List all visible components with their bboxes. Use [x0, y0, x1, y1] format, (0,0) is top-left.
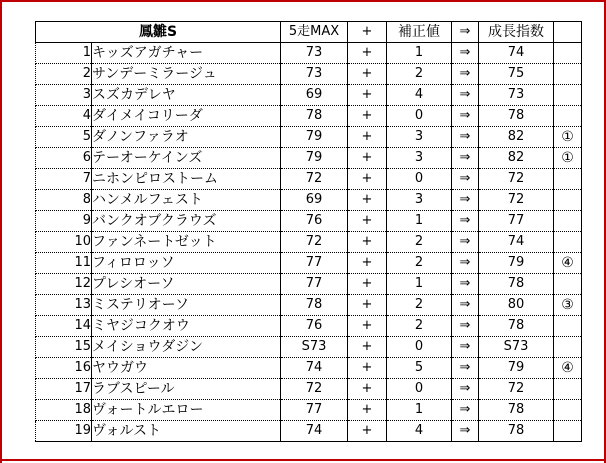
max-value-cell[interactable]: 79: [281, 127, 348, 148]
growth-index-cell[interactable]: 79: [479, 253, 554, 274]
plus-sign-cell[interactable]: +: [348, 379, 387, 400]
arrow-cell[interactable]: ⇒: [452, 127, 479, 148]
table-row: [36, 253, 582, 274]
growth-index-cell[interactable]: 79: [479, 358, 554, 379]
table-row: [36, 316, 582, 337]
table-row: [36, 43, 582, 64]
row-number-cell[interactable]: 16: [36, 358, 92, 379]
plus-sign-cell[interactable]: +: [348, 337, 387, 358]
correction-value-cell[interactable]: 3: [387, 190, 452, 211]
plus-sign-cell[interactable]: +: [348, 169, 387, 190]
table-body: [36, 43, 582, 442]
rank-mark-cell[interactable]: [554, 211, 582, 232]
correction-value-cell[interactable]: 0: [387, 337, 452, 358]
correction-value-cell[interactable]: 1: [387, 274, 452, 295]
correction-value-cell[interactable]: 2: [387, 64, 452, 85]
max-value-cell[interactable]: 76: [281, 211, 348, 232]
growth-index-cell[interactable]: 78: [479, 274, 554, 295]
row-number-cell[interactable]: 17: [36, 379, 92, 400]
max-value-cell[interactable]: S73: [281, 337, 348, 358]
window-border-top: [0, 0, 606, 2]
rank-mark-cell[interactable]: [554, 232, 582, 253]
max-value-cell[interactable]: 79: [281, 148, 348, 169]
correction-value-cell[interactable]: 3: [387, 127, 452, 148]
row-number-cell[interactable]: 10: [36, 232, 92, 253]
arrow-cell[interactable]: ⇒: [452, 274, 479, 295]
plus-sign-cell[interactable]: +: [348, 316, 387, 337]
max-value-cell[interactable]: 77: [281, 400, 348, 421]
horse-name-cell[interactable]: キッズアガチャー: [92, 43, 281, 64]
horse-name-cell[interactable]: ダイメイコリーダ: [92, 106, 281, 127]
plus-sign-cell[interactable]: +: [348, 400, 387, 421]
correction-value-cell[interactable]: 2: [387, 232, 452, 253]
plus-sign-cell[interactable]: +: [348, 106, 387, 127]
plus-sign-cell[interactable]: +: [348, 253, 387, 274]
rank-mark-cell[interactable]: [554, 274, 582, 295]
table-row: [36, 379, 582, 400]
max-value-cell[interactable]: 78: [281, 295, 348, 316]
plus-sign-cell[interactable]: +: [348, 421, 387, 442]
max-value-cell[interactable]: 69: [281, 190, 348, 211]
rank-mark-cell[interactable]: [554, 85, 582, 106]
growth-index-cell[interactable]: 82: [479, 127, 554, 148]
correction-value-cell[interactable]: 2: [387, 253, 452, 274]
max-value-cell[interactable]: 74: [281, 421, 348, 442]
table-row: [36, 337, 582, 358]
table-row: [36, 169, 582, 190]
arrow-cell[interactable]: ⇒: [452, 295, 479, 316]
correction-value-cell[interactable]: 0: [387, 106, 452, 127]
plus-sign-cell[interactable]: +: [348, 358, 387, 379]
plus-sign-cell[interactable]: +: [348, 211, 387, 232]
horse-name-cell[interactable]: ミステリオーソ: [92, 295, 281, 316]
rank-mark-cell[interactable]: [554, 43, 582, 64]
horse-name-cell[interactable]: ニホンピロストーム: [92, 169, 281, 190]
rank-mark-cell[interactable]: [554, 64, 582, 85]
max-value-cell[interactable]: 72: [281, 232, 348, 253]
rank-mark-cell[interactable]: [554, 379, 582, 400]
horse-name-cell[interactable]: ヴォートルエロー: [92, 400, 281, 421]
correction-value-cell[interactable]: 0: [387, 379, 452, 400]
horse-name-cell[interactable]: サンデーミラージュ: [92, 64, 281, 85]
correction-value-cell[interactable]: 0: [387, 169, 452, 190]
plus-sign-cell[interactable]: +: [348, 64, 387, 85]
correction-value-cell[interactable]: 4: [387, 85, 452, 106]
correction-value-cell[interactable]: 4: [387, 421, 452, 442]
growth-index-cell[interactable]: 75: [479, 64, 554, 85]
rank-mark-cell[interactable]: ①: [554, 148, 582, 169]
growth-index-cell[interactable]: 72: [479, 169, 554, 190]
row-number-cell[interactable]: 2: [36, 64, 92, 85]
arrow-cell[interactable]: ⇒: [452, 358, 479, 379]
rank-mark-cell[interactable]: [554, 190, 582, 211]
correction-value-cell[interactable]: 5: [387, 358, 452, 379]
arrow-cell[interactable]: ⇒: [452, 232, 479, 253]
plus-sign-cell[interactable]: +: [348, 232, 387, 253]
header-correction[interactable]: 補正値: [387, 22, 452, 43]
table-row: [36, 148, 582, 169]
correction-value-cell[interactable]: 1: [387, 211, 452, 232]
growth-index-cell[interactable]: 77: [479, 211, 554, 232]
horse-name-cell[interactable]: ファンネートゼット: [92, 232, 281, 253]
max-value-cell[interactable]: 73: [281, 43, 348, 64]
arrow-cell[interactable]: ⇒: [452, 148, 479, 169]
row-number-cell[interactable]: 11: [36, 253, 92, 274]
growth-index-cell[interactable]: 78: [479, 316, 554, 337]
growth-index-cell[interactable]: 73: [479, 85, 554, 106]
table-row: [36, 64, 582, 85]
header-plus[interactable]: +: [348, 22, 387, 43]
growth-index-cell[interactable]: 74: [479, 232, 554, 253]
rank-mark-cell[interactable]: ③: [554, 295, 582, 316]
arrow-cell[interactable]: ⇒: [452, 190, 479, 211]
rank-mark-cell[interactable]: [554, 316, 582, 337]
plus-sign-cell[interactable]: +: [348, 190, 387, 211]
growth-index-cell[interactable]: 78: [479, 400, 554, 421]
horse-name-cell[interactable]: ヴォルスト: [92, 421, 281, 442]
window-border-left: [0, 0, 2, 463]
row-number-cell[interactable]: 6: [36, 148, 92, 169]
table-row: [36, 295, 582, 316]
header-growth[interactable]: 成長指数: [479, 22, 554, 43]
table-row: [36, 421, 582, 442]
header-mark[interactable]: [554, 22, 582, 43]
growth-index-table: [35, 21, 582, 442]
horse-name-cell[interactable]: ハンメルフェスト: [92, 190, 281, 211]
arrow-cell[interactable]: ⇒: [452, 253, 479, 274]
table-row: [36, 358, 582, 379]
table-row: [36, 106, 582, 127]
horse-name-cell[interactable]: プレシオーソ: [92, 274, 281, 295]
arrow-cell[interactable]: ⇒: [452, 169, 479, 190]
table-row: [36, 85, 582, 106]
horse-name-cell[interactable]: フィロロッソ: [92, 253, 281, 274]
arrow-cell[interactable]: ⇒: [452, 379, 479, 400]
horse-name-cell[interactable]: バンクオブクラウズ: [92, 211, 281, 232]
arrow-cell[interactable]: ⇒: [452, 337, 479, 358]
plus-sign-cell[interactable]: +: [348, 148, 387, 169]
growth-index-cell[interactable]: 72: [479, 379, 554, 400]
table-row: [36, 274, 582, 295]
arrow-cell[interactable]: ⇒: [452, 316, 479, 337]
rank-mark-cell[interactable]: ④: [554, 253, 582, 274]
header-arrow[interactable]: ⇒: [452, 22, 479, 43]
horse-name-cell[interactable]: メイショウダジン: [92, 337, 281, 358]
table-row: [36, 190, 582, 211]
plus-sign-cell[interactable]: +: [348, 43, 387, 64]
growth-index-cell[interactable]: 72: [479, 190, 554, 211]
window-border-bottom: [0, 459, 606, 461]
plus-sign-cell[interactable]: +: [348, 85, 387, 106]
rank-mark-cell[interactable]: ④: [554, 358, 582, 379]
arrow-cell[interactable]: ⇒: [452, 43, 479, 64]
table-row: [36, 400, 582, 421]
arrow-cell[interactable]: ⇒: [452, 106, 479, 127]
table-header-row: [36, 22, 582, 43]
arrow-cell[interactable]: ⇒: [452, 64, 479, 85]
table-row: [36, 211, 582, 232]
max-value-cell[interactable]: 78: [281, 106, 348, 127]
horse-name-cell[interactable]: ミヤジコクオウ: [92, 316, 281, 337]
max-value-cell[interactable]: 72: [281, 169, 348, 190]
max-value-cell[interactable]: 77: [281, 274, 348, 295]
correction-value-cell[interactable]: 3: [387, 148, 452, 169]
arrow-cell[interactable]: ⇒: [452, 85, 479, 106]
max-value-cell[interactable]: 77: [281, 253, 348, 274]
growth-index-cell[interactable]: S73: [479, 337, 554, 358]
arrow-cell[interactable]: ⇒: [452, 421, 479, 442]
horse-name-cell[interactable]: テーオーケインズ: [92, 148, 281, 169]
rank-mark-cell[interactable]: [554, 169, 582, 190]
rank-mark-cell[interactable]: [554, 337, 582, 358]
max-value-cell[interactable]: 73: [281, 64, 348, 85]
plus-sign-cell[interactable]: +: [348, 274, 387, 295]
table-row: [36, 127, 582, 148]
plus-sign-cell[interactable]: +: [348, 295, 387, 316]
plus-sign-cell[interactable]: +: [348, 127, 387, 148]
row-number-cell[interactable]: 5: [36, 127, 92, 148]
correction-value-cell[interactable]: 2: [387, 316, 452, 337]
race-title-cell[interactable]: 鳳雛S: [36, 22, 281, 43]
row-number-cell[interactable]: 7: [36, 169, 92, 190]
correction-value-cell[interactable]: 1: [387, 43, 452, 64]
row-number-cell[interactable]: 12: [36, 274, 92, 295]
row-number-cell[interactable]: 18: [36, 400, 92, 421]
row-number-cell[interactable]: 8: [36, 190, 92, 211]
table-row: [36, 232, 582, 253]
row-number-cell[interactable]: 14: [36, 316, 92, 337]
correction-value-cell[interactable]: 2: [387, 295, 452, 316]
correction-value-cell[interactable]: 1: [387, 400, 452, 421]
max-value-cell[interactable]: 76: [281, 316, 348, 337]
growth-index-cell[interactable]: 74: [479, 43, 554, 64]
rank-mark-cell[interactable]: [554, 400, 582, 421]
rank-mark-cell[interactable]: [554, 106, 582, 127]
rank-mark-cell[interactable]: ①: [554, 127, 582, 148]
arrow-cell[interactable]: ⇒: [452, 211, 479, 232]
horse-name-cell[interactable]: スズカデレヤ: [92, 85, 281, 106]
max-value-cell[interactable]: 72: [281, 379, 348, 400]
max-value-cell[interactable]: 74: [281, 358, 348, 379]
header-max[interactable]: 5走MAX: [281, 22, 348, 43]
growth-index-cell[interactable]: 78: [479, 106, 554, 127]
row-number-cell[interactable]: 15: [36, 337, 92, 358]
horse-name-cell[interactable]: ダノンファラオ: [92, 127, 281, 148]
rank-mark-cell[interactable]: [554, 421, 582, 442]
growth-index-cell[interactable]: 80: [479, 295, 554, 316]
row-number-cell[interactable]: 19: [36, 421, 92, 442]
row-number-cell[interactable]: 13: [36, 295, 92, 316]
max-value-cell[interactable]: 69: [281, 85, 348, 106]
row-number-cell[interactable]: 1: [36, 43, 92, 64]
row-number-cell[interactable]: 9: [36, 211, 92, 232]
growth-index-cell[interactable]: 78: [479, 421, 554, 442]
horse-name-cell[interactable]: ヤウガウ: [92, 358, 281, 379]
arrow-cell[interactable]: ⇒: [452, 400, 479, 421]
row-number-cell[interactable]: 3: [36, 85, 92, 106]
row-number-cell[interactable]: 4: [36, 106, 92, 127]
growth-index-cell[interactable]: 82: [479, 148, 554, 169]
horse-name-cell[interactable]: ラブスピール: [92, 379, 281, 400]
